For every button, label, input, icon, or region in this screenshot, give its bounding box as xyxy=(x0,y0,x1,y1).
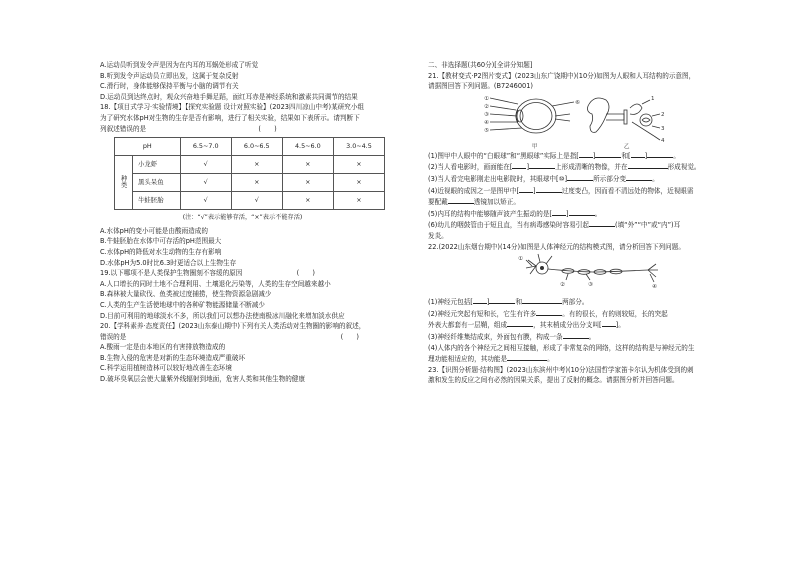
eye-illustration xyxy=(490,98,574,133)
q21-4b-text2: 透镜加以矫正。 xyxy=(473,198,520,207)
q21-3-text2: 所示部分变 xyxy=(593,174,627,183)
species-header xyxy=(115,156,133,210)
q22-stem: 22.(2022山东烟台期中)(14分)如图是人体神经元的结构模式图，请分析回答下列问题。 xyxy=(428,242,685,251)
q20-option-b: B.生物入侵的危害是对新的生态环境造成严重破坏 xyxy=(100,353,246,362)
q21-line-4b xyxy=(428,196,718,208)
ph-header: pH xyxy=(115,138,181,156)
ph-col-2: 6.0~6.5 xyxy=(231,138,282,156)
q18-answer-paren: ( ) xyxy=(258,124,277,133)
table-cell: √ xyxy=(180,174,231,192)
neuron-number: ② xyxy=(560,282,565,289)
q22-2-text: (2)神经元突起有短和长，它生有许多 xyxy=(428,309,537,318)
table-cell: √ xyxy=(180,192,231,210)
eye-ear-diagram xyxy=(428,92,718,150)
q21-2-end: 形成视觉。 xyxy=(667,163,701,172)
eye-number: ② xyxy=(484,103,489,110)
q22-line-4b xyxy=(428,353,718,365)
q22-line-2 xyxy=(428,308,718,320)
answer-blank[interactable] xyxy=(522,296,562,304)
answer-blank[interactable] xyxy=(589,219,615,227)
table-cell: × xyxy=(282,192,333,210)
answer-blank[interactable] xyxy=(519,185,533,193)
q17-option-a: A.运动员听到发令声是因为在内耳的耳蜗处形成了听觉 xyxy=(100,61,259,69)
ear-number: 3 xyxy=(661,125,665,132)
q21-4b-text: 要配戴 xyxy=(428,198,448,207)
answer-blank[interactable] xyxy=(592,150,621,160)
q21-stem-line2: 请据图回答下列问题。(B7246001) xyxy=(428,82,533,91)
ear-number: 1 xyxy=(651,95,655,102)
q21-line-6b: 发炎。 xyxy=(428,231,448,240)
q23-stem-line1: 23.【识图分析题·结构图】(2023山东滨州中考)(10分)法国哲学家笛卡尔认为机体受到的刺 xyxy=(428,365,694,374)
q22-1-end: 两部分。 xyxy=(562,298,589,307)
q18-option-a: A.水体pH的变小可能是由酸雨造成的 xyxy=(100,226,208,235)
q21-line-5 xyxy=(428,208,718,220)
table-cell: × xyxy=(231,156,282,174)
q21-line-6 xyxy=(428,219,718,231)
table-cell: × xyxy=(333,192,384,210)
q21-line-3 xyxy=(428,173,718,185)
answer-blank[interactable] xyxy=(473,296,487,304)
neuron-number: ① xyxy=(518,256,523,263)
section-title: 二、非选择题(共60分)[全讲分知题] xyxy=(428,61,533,69)
left-column xyxy=(100,60,385,385)
q22-line-1 xyxy=(428,296,718,308)
q19-answer-paren: ( ) xyxy=(296,269,315,278)
q22-3-end: 。 xyxy=(588,332,596,341)
q22-line-2b xyxy=(428,319,718,331)
q18-option-c: C.水体pH的降低对水生动物的生存有影响 xyxy=(100,247,222,256)
q19-stem xyxy=(100,268,385,279)
answer-blank[interactable] xyxy=(563,331,589,339)
q17-option-b: B.听到发令声运动员立即出发，这属于复杂反射 xyxy=(100,71,239,80)
answer-blank[interactable] xyxy=(647,150,673,158)
table-cell: × xyxy=(282,156,333,174)
q20-stem-line1: 20.【学科素养·态度责任】(2023山东泰山期中)下列有关人类活动对生物圈的影响的叙述， xyxy=(100,322,366,331)
ph-col-1: 6.5~7.0 xyxy=(180,138,231,156)
answer-blank[interactable] xyxy=(626,173,652,181)
figure-label-yi: 乙 xyxy=(624,143,630,150)
q22-4b-end: 。 xyxy=(547,355,554,364)
answer-blank[interactable] xyxy=(507,353,547,361)
answer-blank[interactable] xyxy=(512,161,526,169)
q20-stem-line2 xyxy=(100,332,385,343)
ph-col-3: 4.5~6.0 xyxy=(282,138,333,156)
table-cell: × xyxy=(282,174,333,192)
answer-blank[interactable] xyxy=(579,150,593,158)
table-cell: √ xyxy=(231,192,282,210)
eye-ear-figure xyxy=(428,92,718,150)
q21-line-1: (1)图甲中人眼中的“白眼球”和“黑眼球”实际上是指[ ] 和[ ] 。 xyxy=(428,151,680,160)
species-label: 种类 xyxy=(119,175,128,189)
q23-stem-line2: 激和发生的反应之间有必然的因果关系，提出了反射的概念。请据图分析并回答问题。 xyxy=(428,376,679,385)
q18-stem-text: 列叙述错误的是 xyxy=(100,124,147,133)
answer-blank[interactable] xyxy=(536,308,562,316)
neuron-diagram xyxy=(428,252,718,296)
q22-line-4: (4)人体内的各个神经元之间相互接触，形成了非常复杂的网络，这样的结构是与神经元的生 xyxy=(428,343,695,352)
q22-1-text2: 和 xyxy=(515,298,523,307)
q19-stem-text: 19.以下哪项不是人类保护生物圈刻不容缓的原因 xyxy=(100,269,243,278)
q21-1-text2: 和[ xyxy=(621,151,631,160)
table-cell: × xyxy=(231,174,282,192)
q21-2-text2: 上形成清晰的物像，并在 xyxy=(555,163,628,172)
neuron-figure xyxy=(428,252,718,296)
q22-3-text: (3)神经纤维集结成束，外面包有膜，构成一条 xyxy=(428,332,563,341)
q21-1-text: (1)图甲中人眼中的“白眼球”和“黑眼球”实际上是指[ xyxy=(428,151,579,160)
q21-3-end: 。 xyxy=(652,174,659,183)
answer-blank[interactable] xyxy=(631,150,645,158)
table-cell: × xyxy=(333,156,384,174)
q21-4-bracket: ] xyxy=(533,186,536,195)
row-name: 小龙虾 xyxy=(133,156,181,174)
eye-number: ⑤ xyxy=(484,127,489,134)
q20-option-a: A.酸雨一定是由本地区的有害排放物造成的 xyxy=(100,343,226,352)
q18-stem-line1: 18.【项目式学习·实验情境】【探究实验题 设计对照实验】(2023四川凉山中考)某研究小组 xyxy=(100,103,365,112)
q22-2b-text2: ，其末梢成分出分支叫[ xyxy=(533,321,602,330)
q18-option-b: B.牛蛙胚胎在水体中可存活的pH范围最大 xyxy=(100,237,222,246)
q22-2b-text: 外表大都套有一层鞘，组成 xyxy=(428,321,508,330)
q18-stem-line3 xyxy=(100,124,385,135)
table-cell: × xyxy=(333,174,384,192)
eye-number: ③ xyxy=(484,111,489,118)
eye-number: ⑥ xyxy=(575,99,580,106)
q21-3-text: (3)当人看完电影刚走出电影院时，其眼球中[⑩] xyxy=(428,174,568,183)
answer-blank[interactable] xyxy=(628,161,668,169)
figure-label-jia: 甲 xyxy=(532,143,538,150)
answer-blank[interactable] xyxy=(448,196,474,204)
q20-stem-text: 错误的是 xyxy=(100,332,127,341)
answer-blank[interactable] xyxy=(567,173,593,181)
q20-option-d: D.破坏臭氧层会使大量紫外线辐射到地面，危害人类和其他生物的健康 xyxy=(100,375,305,384)
right-column xyxy=(428,60,718,386)
table-note: (注：“√”表示能够存活，“×”表示不能存活) xyxy=(182,214,303,222)
neuron-illustration xyxy=(526,254,658,282)
q22-line-3 xyxy=(428,331,718,343)
eye-number: ④ xyxy=(484,119,489,126)
eye-number: ① xyxy=(484,95,489,102)
q22-2b-end: ]。 xyxy=(615,321,625,330)
q21-5-text: (5)内耳的结构中能够随声波产生振动的是[ xyxy=(428,209,553,218)
q22-1-bracket: ] xyxy=(486,298,490,307)
ear-number: 4 xyxy=(661,137,665,144)
q21-line-2 xyxy=(428,161,718,173)
q19-option-a: A.人口增长的同时土地不合理利用、土壤退化污染等，人类的生存空间越来越小 xyxy=(100,279,331,288)
table-cell: √ xyxy=(180,156,231,174)
answer-blank[interactable] xyxy=(486,296,515,307)
row-name: 牛蛙胚胎 xyxy=(133,192,181,210)
q21-4-text: (4)近视眼的成因之一是图甲中[ xyxy=(428,186,520,195)
q19-option-b: B.森林被大量砍伐、鱼类被过度捕捞，使生物资源急剧减少 xyxy=(100,290,272,299)
q21-5-bracket: ] xyxy=(566,209,569,218)
answer-blank[interactable] xyxy=(507,319,533,327)
q17-option-d: D.运动员到达终点时，观众兴奋地手舞足蹈，面红耳赤是神经系统和激素共同调节的结果 xyxy=(100,92,358,101)
row-name: 黑头呆鱼 xyxy=(133,174,181,192)
ear-illustration xyxy=(588,95,661,140)
q17-option-c: C.滑行时，身体能够保持平衡与小脑的调节有关 xyxy=(100,82,239,91)
q21-5-end: 。 xyxy=(594,209,602,218)
q21-1-bracket: ] xyxy=(592,151,596,160)
q21-line-4 xyxy=(428,185,718,197)
neuron-number: ④ xyxy=(652,284,657,291)
ph-table xyxy=(114,137,385,210)
q20-option-c: C.科学运用植树造林可以较好地改善生态环境 xyxy=(100,364,232,373)
q21-6-text2: (填“外”“中”或“内”)耳 xyxy=(615,221,681,230)
q21-2-bracket: ] xyxy=(526,163,530,172)
q22-1-text: (1)神经元包括[ xyxy=(428,298,473,307)
q20-answer-paren: ( ) xyxy=(340,332,359,341)
answer-blank[interactable] xyxy=(529,161,555,169)
q21-stem-line1: 21.【教材变式·P2图片变式】(2023山东广饶期中)(10分)如图为人眼和人耳结构的示意图， xyxy=(428,71,696,80)
answer-blank[interactable] xyxy=(536,185,562,193)
neuron-number: ③ xyxy=(588,282,593,289)
q21-2-text: (2)当人看电影时，画面能在[ xyxy=(428,163,513,172)
answer-blank[interactable] xyxy=(569,208,595,216)
q22-4b-text: 理功能相适应的，其功能是 xyxy=(428,355,508,364)
q19-option-d: D.目前可利用的地球淡水不多，所以我们可以想办法使南极冰川融化来增加淡水供应 xyxy=(100,311,345,320)
q19-option-c: C.人类的生产生活使地球中的各种矿物能源储量不断减少 xyxy=(100,300,265,309)
answer-blank[interactable] xyxy=(602,319,616,327)
q22-2-text2: 。有的很长，有的则较短，长的突起 xyxy=(562,309,668,318)
q18-stem-line2: 为了研究水体pH对生物的生存是否有影响，进行了相关实验，结果如下表所示。请判断下 xyxy=(100,113,360,122)
ph-col-4: 3.0~4.5 xyxy=(333,138,384,156)
q21-6-text: (6)幼儿的咽鼓管由于短且直，当有病毒感染时容易引起 xyxy=(428,221,589,230)
answer-blank[interactable] xyxy=(552,208,566,216)
q21-4-text2: 过度变凸，因而看不清远处的物体，近视眼需 xyxy=(561,186,694,195)
q18-option-d: D.水体pH为5.0时比6.3时更适合以上生物生存 xyxy=(100,258,237,267)
ear-number: 2 xyxy=(661,111,665,118)
